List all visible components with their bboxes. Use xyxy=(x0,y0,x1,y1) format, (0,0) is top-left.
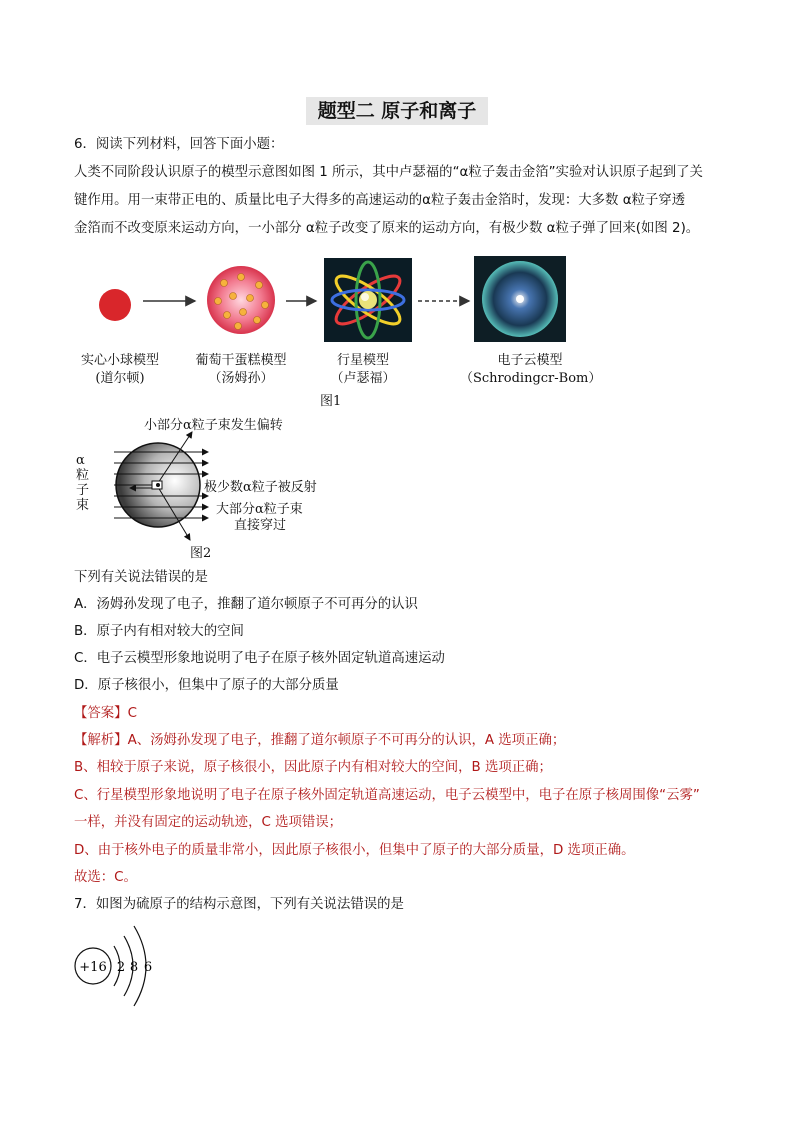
figure-1-label: 图1 xyxy=(320,394,342,409)
model-3-person: （卢瑟福） xyxy=(330,371,396,386)
model-1-person: (道尔顿) xyxy=(95,371,145,386)
page-title: 题型二 原子和离子 xyxy=(306,97,488,125)
material-line-3: 金箔而不改变原来运动方向，一小部分 α粒子改变了原来的运动方向，有极少数 α粒子弹了回来(如图 2)。 xyxy=(74,221,700,236)
alpha-beam-label-char: 束 xyxy=(76,498,90,513)
analysis-text: A、汤姆孙发现了电子，推翻了道尔顿原子不可再分的认识，A 选项正确； xyxy=(127,733,566,748)
option-b: B．原子内有相对较大的空间 xyxy=(74,624,244,639)
alpha-beam-label-char: 子 xyxy=(76,483,90,498)
alpha-beam-label-char: 粒 xyxy=(76,468,90,483)
analysis-tag: 【解析】 xyxy=(74,733,128,748)
option-d: D．原子核很小，但集中了原子的大部分质量 xyxy=(74,678,339,693)
solid-ball-model-icon xyxy=(99,289,131,321)
sulfur-atom-diagram xyxy=(66,920,176,1015)
question-6-stem: 下列有关说法错误的是 xyxy=(74,570,208,585)
answer-value: C xyxy=(127,706,137,721)
analysis-conclusion: 故选：C。 xyxy=(74,870,137,885)
answer-line xyxy=(74,704,137,724)
shell-1-electrons: 2 xyxy=(116,960,126,975)
model-2-person: （汤姆孙） xyxy=(208,371,274,386)
nucleus-charge: +16 xyxy=(79,960,107,975)
material-line-2: 键作用。用一束带正电的、质量比电子大得多的高速运动的α粒子轰击金箔时，发现：大多数 α粒子穿透 xyxy=(74,193,686,208)
option-c: C．电子云模型形象地说明了电子在原子核外固定轨道高速运动 xyxy=(74,651,445,666)
model-1-name: 实心小球模型 xyxy=(80,353,159,368)
figure-2-label: 图2 xyxy=(190,546,212,561)
figure-1-models xyxy=(60,250,620,350)
analysis-line-3: C、行星模型形象地说明了电子在原子核外固定轨道高速运动，电子云模型中，电子在原子核周围像“云雾” xyxy=(74,788,700,803)
pass-label-1: 大部分α粒子束 xyxy=(216,502,303,517)
pass-label-2: 直接穿过 xyxy=(234,518,287,533)
material-line-1: 人类不同阶段认识原子的模型示意图如图 1 所示，其中卢瑟福的“α粒子轰击金箔”实验对认识原子起到了关 xyxy=(74,165,703,180)
analysis-line-5: D、由于核外电子的质量非常小，因此原子核很小，但集中了原子的大部分质量，D 选项正确。 xyxy=(74,843,635,858)
question-6-intro: 6．阅读下列材料，回答下面小题： xyxy=(74,137,284,152)
model-2-name: 葡萄干蛋糕模型 xyxy=(195,353,287,368)
analysis-line-4: 一样，并没有固定的运动轨迹，C 选项错误； xyxy=(74,815,343,830)
model-4-name: 电子云模型 xyxy=(497,353,563,368)
option-a: A．汤姆孙发现了电子，推翻了道尔顿原子不可再分的认识 xyxy=(74,597,418,612)
alpha-beam-label-char: α xyxy=(76,453,85,468)
answer-tag: 【答案】 xyxy=(74,706,128,721)
model-4-person: （Schrodingcr-Bom） xyxy=(460,371,602,386)
analysis-line-1 xyxy=(74,731,565,751)
shell-2-electrons: 8 xyxy=(129,960,139,975)
analysis-line-2: B、相较于原子来说，原子核很小，因此原子内有相对较大的空间，B 选项正确； xyxy=(74,760,552,775)
reflect-label: 极少数α粒子被反射 xyxy=(204,480,317,495)
model-3-name: 行星模型 xyxy=(336,353,389,368)
deflect-label: 小部分α粒子束发生偏转 xyxy=(144,418,283,433)
question-7-stem: 7．如图为硫原子的结构示意图，下列有关说法错误的是 xyxy=(74,897,404,912)
alpha-beam-label xyxy=(76,453,89,513)
shell-3-electrons: 6 xyxy=(143,960,153,975)
